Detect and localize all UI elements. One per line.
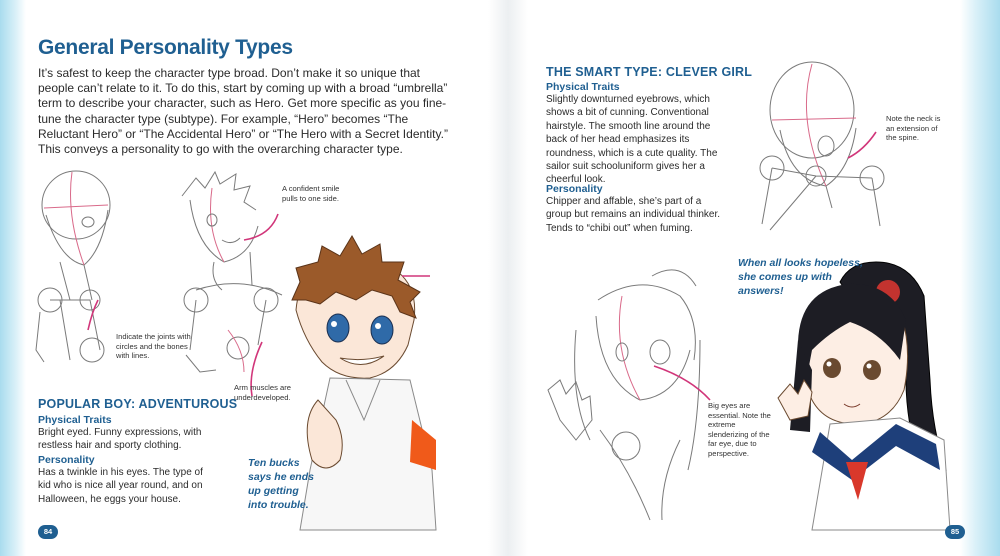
popular-boy-physical-text: Bright eyed. Funny expressions, with restless hair and sporty clothing. bbox=[38, 427, 202, 452]
page-number-left: 84 bbox=[38, 525, 58, 539]
smart-type-personality-text: Chipper and affable, she’s part of a group but remains an individual thinker. Tends to “chibi out” when fuming. bbox=[546, 196, 720, 234]
smart-type-personality-heading: Personality bbox=[546, 183, 603, 195]
sketch-girl-ponytail bbox=[575, 270, 700, 470]
note-neck-spine: Note the neck is an extension of the spine. bbox=[886, 114, 941, 143]
popular-boy-callout: Ten bucks says he ends up getting into trouble. bbox=[248, 457, 314, 511]
note-joints: Indicate the joints with circles and the bones with lines. bbox=[116, 332, 191, 361]
popular-boy-personality-text: Has a twinkle in his eyes. The type of kid who is nice all year round, and on Halloween, he eggs your house. bbox=[38, 467, 203, 505]
sketch-boy-head bbox=[182, 172, 282, 295]
popular-boy-personality-heading: Personality bbox=[38, 454, 95, 466]
smart-type-physical-heading: Physical Traits bbox=[546, 81, 620, 93]
note-big-eyes: Big eyes are essential. Note the extreme slenderizing of the far eye, due to perspective. bbox=[708, 401, 771, 458]
smart-type-callout: When all looks hopeless, she comes up with answers! bbox=[738, 257, 863, 297]
page-title: General Personality Types bbox=[38, 36, 293, 59]
sketch-girl-shoulders bbox=[760, 156, 884, 230]
intro-paragraph: It’s safest to keep the character type broad. Don’t make it so unique that people can’t relate to it. To do this, start by coming up with a broad “umbrella” term to describe your character, such as Hero. Get more specific as you fine-tune the character type (subtype). For example, “Hero” becomes “The Reluctant Hero” or “The Accidental Hero” or “The Hero with a Secret Identity.” This conveys a personality to go with the overarching character type. bbox=[38, 66, 448, 157]
sketch-girl-head bbox=[770, 62, 856, 208]
page-number-right: 85 bbox=[945, 525, 965, 539]
note-confident-smile: A confident smile pulls to one side. bbox=[282, 184, 340, 203]
popular-boy-heading: POPULAR BOY: ADVENTUROUS bbox=[38, 397, 238, 411]
popular-boy-physical-heading: Physical Traits bbox=[38, 414, 112, 426]
sketch-boy-body bbox=[184, 288, 278, 372]
smart-type-physical-text: Slightly downturned eyebrows, which shows a bit of cunning. Conventional hairstyle. The smooth line around the back of her head emphasizes its roundness, which is a cute quality. The sailor suit schooluniform gives her a cheerful look. bbox=[546, 94, 718, 186]
sketch-head-front bbox=[42, 171, 110, 300]
note-arm-muscles: Arm muscles are underdeveloped. bbox=[234, 383, 291, 402]
girl-character-art bbox=[778, 262, 950, 530]
smart-type-heading: THE SMART TYPE: CLEVER GIRL bbox=[546, 65, 753, 79]
sketch-girl-hand bbox=[548, 380, 680, 520]
